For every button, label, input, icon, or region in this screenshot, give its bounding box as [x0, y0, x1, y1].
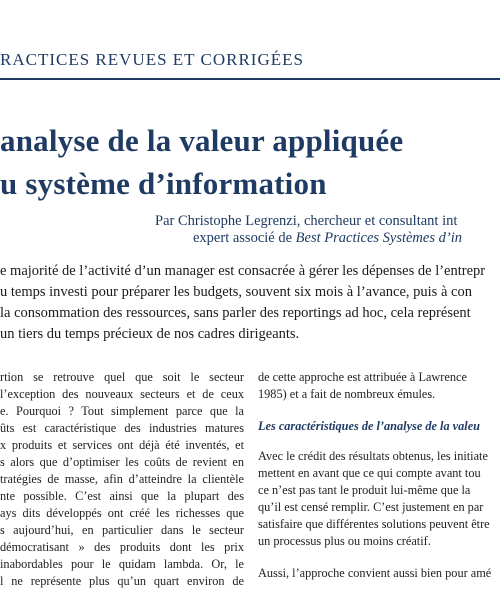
- body-line: e. Pourquoi ? Tout simplement parce que la: [0, 404, 244, 418]
- body-line: l’exception des nouveaux secteurs et de ceux: [0, 387, 244, 401]
- body-line: nte possible. C’est ainsi que la plupart des: [0, 489, 244, 503]
- body-line: 1985) et a fait de nombreux émules.: [258, 387, 436, 401]
- body-line: inabordables pour le quidam lambda. Or, le: [0, 557, 244, 571]
- body-line: de cette approche est attribuée à Lawrence: [258, 370, 467, 384]
- body-line: rtion se retrouve quel que soit le secteur: [0, 370, 244, 384]
- section-header: RACTICES REVUES ET CORRIGÉES: [0, 50, 304, 69]
- body-line: un processus plus ou moins créatif.: [258, 534, 431, 548]
- byline-affiliation: [193, 230, 500, 247]
- lead-line: un tiers du temps précieux de nos cadres dirigeants.: [0, 326, 300, 342]
- subheading: Les caractéristiques de l’analyse de la valeu: [258, 419, 480, 433]
- body-line: l ne représente plus qu’un quart environ de: [0, 574, 244, 588]
- body-line: qu’il est censé remplir. C’est justement en par: [258, 500, 484, 514]
- body-line: mettent en avant que ce qui compte avant tou: [258, 466, 481, 480]
- section-rule: [0, 78, 500, 80]
- body-line: x produits et services ont déjà été inventés, et: [0, 438, 244, 452]
- body-line: s alors que d’optimiser les coûts de revient en: [0, 455, 244, 469]
- body-line: Avec le crédit des résultats obtenus, les initiate: [258, 449, 488, 463]
- body-line: Aussi, l’approche convient aussi bien pour amé: [258, 566, 492, 580]
- byline-affiliation-prefix: expert associé de: [193, 230, 296, 246]
- byline-affiliation-publication: Best Practices Systèmes d’in: [295, 230, 462, 246]
- byline-author: Par Christophe Legrenzi, chercheur et consultant int: [155, 213, 458, 229]
- body-line: s aujourd’hui, en particulier dans le secteur: [0, 523, 244, 537]
- body-line: ce n’est pas tant le produit lui-même que la: [258, 483, 471, 497]
- body-line: satisfaire que différentes solutions peuvent être: [258, 517, 490, 531]
- article-title-line-2: u système d’information: [0, 166, 327, 201]
- body-line: ays dits développés ont créé les richesses que: [0, 506, 244, 520]
- body-line: démocratisant » des produits dont les prix: [0, 540, 244, 554]
- body-line: ûts est caractéristique des industries matures: [0, 421, 244, 435]
- article-title-line-1: analyse de la valeur appliquée: [0, 123, 404, 158]
- lead-line: la consommation des ressources, sans parler des reportings ad hoc, cela représent: [0, 305, 471, 321]
- lead-line: e majorité de l’activité d’un manager est consacrée à gérer les dépenses de l’entrepr: [0, 263, 486, 279]
- lead-line: u temps investi pour préparer les budgets, souvent six mois à l’avance, puis à con: [0, 284, 472, 300]
- body-line: tratégies de masse, afin d’atteindre la clientèle: [0, 472, 244, 486]
